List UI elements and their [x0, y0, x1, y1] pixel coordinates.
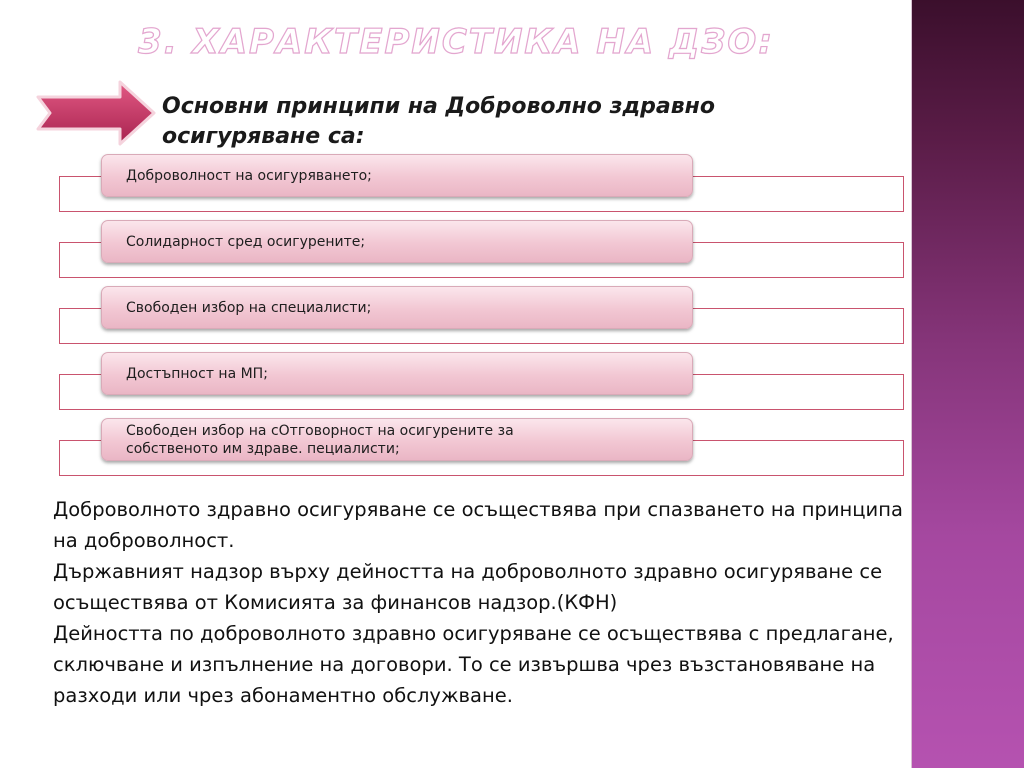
paragraph-3: Дейността по доброволното здравно осигуряване се осъществява с предлагане, сключване и изпълнение на договори. То се извършва чрез възстановяване на разходи или чрез абонаментно обслужване.: [53, 622, 894, 707]
paragraph-2: Държавният надзор върху дейността на доброволното здравно осигуряване се осъществява от Комисията за финансов надзор.(КФН): [53, 560, 883, 614]
principle-item-3: Свободен избор на специалисти;: [101, 286, 693, 329]
body-text: [53, 494, 903, 711]
slide-title: 3. ХАРАКТЕРИСТИКА НА ДЗО:: [138, 22, 774, 62]
subtitle-line-1: Основни принципи на Доброволно здравно: [162, 94, 715, 119]
principle-item-5-line-2: собственото им здраве. пециалисти;: [126, 440, 400, 457]
principle-item-4: Достъпност на МП;: [101, 352, 693, 395]
principle-item-1: Доброволност на осигуряването;: [101, 154, 693, 197]
principle-item-5: [101, 418, 693, 461]
subtitle-line-2: осигуряване са:: [162, 124, 365, 149]
principle-item-2: Солидарност сред осигурените;: [101, 220, 693, 263]
principle-item-5-line-1: Свободен избор на сОтговорност на осигурените за: [126, 422, 514, 439]
decorative-side-bar: [912, 0, 1024, 768]
paragraph-1: Доброволното здравно осигуряване се осъществява при спазването на принципа на доброволност.: [53, 498, 903, 552]
